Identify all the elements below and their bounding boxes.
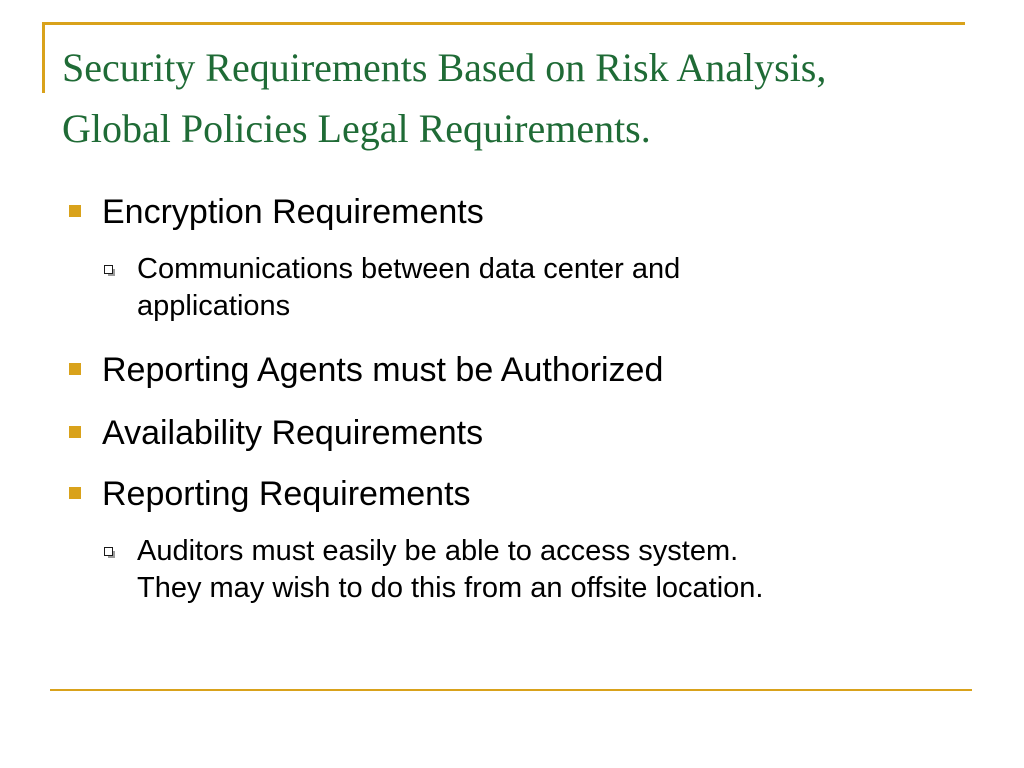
square-bullet-icon	[69, 487, 81, 499]
title-line-2: Global Policies Legal Requirements.	[62, 106, 651, 151]
bullet-text: Encryption Requirements	[102, 193, 484, 231]
bullet-item	[102, 192, 962, 232]
bullet-text: Reporting Requirements	[102, 475, 471, 513]
sub-bullet-text-line-1: Communications between data center and	[137, 253, 681, 285]
title-line-1: Security Requirements Based on Risk Analysis,	[62, 45, 827, 90]
bullet-item	[102, 350, 962, 390]
hollow-square-bullet-icon	[104, 547, 113, 556]
sub-bullet-text-line-2: They may wish to do this from an offsite location.	[137, 572, 764, 604]
sub-bullet-text-line-2: applications	[137, 290, 291, 322]
bottom-accent-rule	[50, 689, 972, 691]
square-bullet-icon	[69, 426, 81, 438]
sub-bullet-item	[137, 251, 967, 325]
hollow-square-bullet-icon	[104, 265, 113, 274]
bullet-item	[102, 413, 962, 453]
bullet-text: Reporting Agents must be Authorized	[102, 351, 664, 389]
square-bullet-icon	[69, 363, 81, 375]
square-bullet-icon	[69, 205, 81, 217]
sub-bullet-item	[137, 533, 967, 607]
sub-bullet-text-line-1: Auditors must easily be able to access system.	[137, 535, 739, 567]
bullet-item	[102, 474, 962, 514]
bullet-text: Availability Requirements	[102, 414, 484, 452]
